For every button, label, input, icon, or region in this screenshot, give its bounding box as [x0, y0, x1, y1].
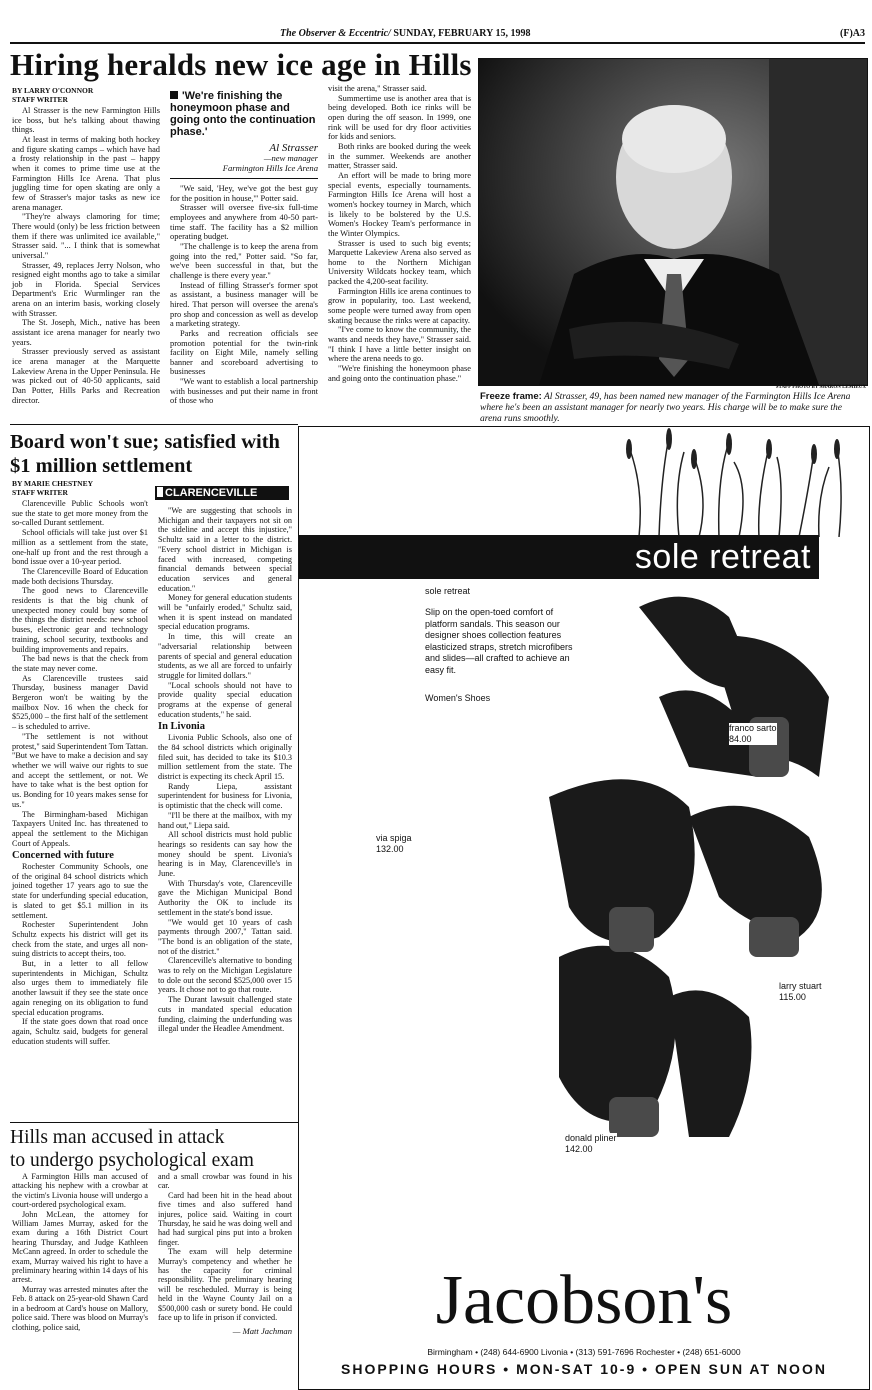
price: 132.00	[376, 844, 404, 854]
page-number: (F)A3	[840, 28, 865, 39]
brand: larry stuart	[779, 981, 822, 991]
bullet-square-icon	[170, 91, 178, 99]
paragraph: visit the arena," Strasser said.	[328, 84, 427, 93]
paragraph: A Farmington Hills man accused of attacking his nephew with a crowbar at the victim's Livonia house will undergo a court-ordered psychological exam.	[12, 1172, 148, 1210]
portrait-illustration	[479, 59, 867, 385]
story2-col1	[12, 499, 148, 1046]
store-locations: Birmingham • (248) 644-6900 Livonia • (313) 591-7696 Rochester • (248) 651-6000	[427, 1347, 741, 1357]
shopping-hours: SHOPPING HOURS • MON-SAT 10-9 • OPEN SUN AT NOON	[341, 1361, 827, 1377]
paragraph: Strasser is used to such big events; Marquette Lakeview Arena also served as home to the Northern Michigan University Wildcats hockey team, which packed the 4,200-seat facility.	[328, 238, 471, 287]
paragraph: "I've come to know the community, the wants and needs they have," Strasser said. "I think I have a little better insight on where the arena needs to go.	[328, 325, 471, 364]
paragraph: "The settlement is not without protest," said Superintendent Tom Tattan. "But we have to make a decision and say whether we will waive our rights to sue and accept the settlement, or not. We have to take what is the best option for us. Bonding for 10 years makes sense for us."	[12, 731, 148, 809]
brand: franco sarto	[729, 723, 777, 733]
story2-col2	[158, 506, 292, 1034]
story1-col3	[328, 84, 471, 383]
ad-department: Women's Shoes	[425, 693, 491, 703]
paragraph: The St. Joseph, Mich., native has been assistant ice arena manager for nearly two years.	[12, 318, 160, 347]
price: 142.00	[565, 1144, 593, 1154]
byline-name: BY LARRY O'CONNOR	[12, 86, 94, 95]
paragraph: "We're finishing the honeymoon phase and going onto the continuation phase."	[328, 364, 471, 383]
paragraph: "We would get 10 years of cash payments through 2007," Tattan said. "The bond is an obligation of the state, not of the district."	[158, 917, 292, 956]
paper-name: The Observer & Eccentric/	[280, 28, 391, 39]
paragraph: The good news to Clarenceville residents is that the big chunk of unexpected money could buy some of the things the district needs: new school buses, electronic gear and technology training, school security, textbooks and building improvements and repairs.	[12, 586, 148, 654]
subhead: In Livonia	[158, 721, 205, 733]
paragraph: The Durant lawsuit challenged state cuts in mandated special education funding, claiming the underfunding was illegal under the Headlee Amendment.	[158, 995, 292, 1034]
paragraph: Clarenceville Public Schools won't sue the state to get more money from the so-called Durant settlement.	[12, 499, 148, 528]
paragraph: Livonia Public Schools, also one of the 84 school districts which originally filed suit, has decided to take its $10.3 million settlement from the state. The district is expecting its check April 15.	[158, 733, 292, 781]
story3-col2	[158, 1172, 292, 1336]
pull-quote: 'We're finishing the honeymoon phase and going onto the continuation phase.'	[170, 90, 316, 138]
paragraph: "We want to establish a local partnership with businesses and put their name in front of those who	[170, 377, 318, 406]
shoes-illustration	[459, 577, 859, 1157]
caption-text: Al Strasser, 49, has been named new manager of the Farmington Hills Ice Arena where he's been an assistant manager for nearly two years. His charge will be to make sure the arena runs smoothly.	[480, 392, 851, 424]
paragraph: The Birmingham-based Michigan Taxpayers United Inc. has threatened to appeal the settlement to the Michigan Court of Appeals.	[12, 809, 148, 848]
brand: via spiga	[376, 833, 412, 843]
paragraph: As Clarenceville trustees said Thursday, business manager David Bergeron won't be waiting by the mailbox Nov. 16 when the check for $525,000 – the first half of the settlement – is scheduled to arrive.	[12, 673, 148, 732]
paragraph: John McLean, the attorney for William James Murray, asked for the exam during a 16th District Court hearing Thursday, and Judge Kathleen McCann agreed. In order to schedule the exam, Murray waived his right to have a preliminary hearing within 14 days of his arrest.	[12, 1209, 148, 1285]
byline-role: STAFF WRITER	[12, 95, 68, 104]
issue-date: SUNDAY, FEBRUARY 15, 1998	[393, 28, 531, 39]
price-tag-via-spiga	[376, 833, 412, 855]
paragraph: All school districts must hold public hearings so residents can say how the money should be spent. Livonia's hearing is in May, Clarenceville's in June.	[158, 830, 292, 879]
photo-credit: STAFF PHOTO BY SHARON LEMIEUX	[775, 385, 866, 390]
headline-board-settlement: Board won't sue; satisfied with $1 million settlement	[10, 431, 280, 477]
price-tag-larry-stuart	[779, 981, 822, 1003]
paragraph: Both rinks are booked during the week in the summer. Weekends are another matter, Strasser said.	[328, 141, 471, 171]
paragraph: Money for general education students will be "unfairly eroded," Schultz said, when it is spent instead on mandated special education programs.	[158, 593, 292, 632]
photo-caption	[480, 391, 866, 425]
paragraph: In time, this will create an "adversarial relationship between parents of special and general education students, as we all are forced to unfairly struggle for limited dollars."	[158, 632, 292, 680]
ad-title: sole retreat	[425, 586, 471, 596]
paragraph: Murray was arrested minutes after the Feb. 8 attack on 25-year-old Shawn Card in a bedroom at Card's house on Mallory, police said. There was blood on Murray's clothing, police said,	[12, 1284, 148, 1332]
story1-col2	[170, 184, 318, 406]
tag-block-icon	[157, 487, 163, 497]
paragraph: Summertime use is another area that is being developed. Both ice rinks will be open during the off season. In 1999, one rink will be used for dry floor activities for kids and seniors.	[328, 93, 471, 142]
banner-title: sole retreat	[634, 538, 811, 576]
paragraph: Strasser previously served as assistant ice arena manager at the Marquette Lakeview Arena in the Upper Peninsula. He was picked out of 40-50 applicants, said Dan Potter, Hills Parks and Recreation director.	[12, 347, 160, 405]
page-header	[10, 28, 865, 44]
paragraph: The bad news is that the check from the state may never come.	[12, 654, 148, 673]
paragraph: Randy Liepa, assistant superintendent for business for Livonia, is optimistic that the check will come.	[158, 781, 292, 811]
byline-name: BY MARIE CHESTNEY	[12, 479, 93, 488]
caption-label: Freeze frame:	[480, 391, 542, 402]
paragraph: But, in a letter to all fellow superintendents in Michigan, Schultz also urges them to immediately file another lawsuit if they see the state once again reneging on its obligation to fund special education programs.	[12, 959, 148, 1017]
byline-role: STAFF WRITER	[12, 488, 68, 497]
headline-ice-arena: Hiring heralds new ice age in Hills	[10, 47, 472, 82]
brand: donald pliner	[565, 1133, 617, 1143]
signoff: — Matt Jachman	[232, 1325, 292, 1336]
subhead: Concerned with future	[12, 850, 114, 862]
pull-place: Farmington Hills Ice Arena	[222, 163, 318, 173]
paragraph: Card had been hit in the head about five times and also suffered hand injures, police said. Waiting in court Thursday, he said he was doing well and had had surgical pins put into a broken finger.	[158, 1190, 292, 1247]
paragraph: The Clarenceville Board of Education made both decisions Thursday.	[12, 566, 148, 586]
story1-col1	[12, 106, 160, 405]
paragraph: Strasser will oversee five-six full-time employees and anywhere from 40-50 part-time staff. The facility has a $2 million operating budget.	[170, 203, 318, 242]
paragraph: Rochester Superintendent John Schultz expects his district will get its check from the state, and urges all non-suing districts to accept theirs, too.	[12, 920, 148, 959]
masthead	[280, 28, 530, 39]
divider	[10, 1122, 298, 1123]
price-tag-franco-sarto	[729, 723, 777, 745]
section-tag-clarenceville: CLARENCEVILLE	[155, 486, 289, 500]
story3-col1	[12, 1172, 148, 1332]
paragraph: "The challenge is to keep the arena from going into the red," Potter said. "So far, we've been successful in that, but the challenge is there every year."	[170, 241, 318, 280]
divider	[10, 424, 298, 425]
divider	[170, 178, 318, 179]
ad-banner	[299, 535, 819, 579]
jacobsons-logo: Jacobson's	[435, 1262, 733, 1339]
price-tag-donald-pliner	[565, 1133, 617, 1155]
headline-line-2: to undergo psychological exam	[10, 1150, 254, 1171]
paragraph: "We said, 'Hey, we've got the best guy for the position in house,'" Potter said.	[170, 184, 318, 203]
paragraph: School officials will take just over $1 million as a settlement from the state, one-half up front and the rest through a bond issue over a 10-year period.	[12, 528, 148, 567]
paragraph: Al Strasser is the new Farmington Hills ice boss, but he's talking about thawing things.	[12, 106, 160, 135]
paragraph: If the state goes down that road once again, Schultz said, budgets for general education students will suffer.	[12, 1017, 148, 1046]
grass-illustration	[599, 427, 869, 537]
price: 115.00	[779, 992, 806, 1002]
paragraph: With Thursday's vote, Clarenceville gave the Michigan Municipal Bond Authority the OK to include its settlement in the state's bond issue.	[158, 878, 292, 917]
paragraph: Parks and recreation officials see promotion potential for the twin-rink facility on Eight Mile, namely selling banner and scoreboard advertising to businesses	[170, 328, 318, 377]
pull-attribution	[170, 143, 318, 173]
photo-al-strasser	[478, 58, 868, 386]
paragraph: and a small crowbar was found in his car.	[158, 1172, 292, 1191]
headline-line-1: Hills man accused in attack	[10, 1127, 225, 1148]
pull-title: —new manager	[263, 153, 318, 163]
ad-body: Slip on the open-toed comfort of platform sandals. This season our designer shoes collection features elasticized straps, stretch microfibers and slides—all crafted to achieve an easy fit.	[425, 607, 573, 675]
jacobsons-ad	[298, 426, 870, 1390]
pull-name: Al Strasser	[269, 142, 318, 154]
paragraph: "They're always clamoring for time; There would (only) be less friction between them if there was unlimited ice available," Strasser said. "... I think that is somewhat universal."	[12, 212, 160, 260]
paragraph: "I'll be there at the mailbox, with my hand out," Liepa said.	[158, 810, 292, 830]
byline-ice	[12, 86, 93, 104]
headline-hills-man	[10, 1126, 300, 1172]
paragraph: The exam will help determine Murray's competency and whether he has the capacity for criminal responsibility. The preliminary hearing will be rescheduled. Murray is being held in the Wayne County Jail on a $500,000 cash or surety bond. He could face up to life in prison if convicted.	[158, 1247, 292, 1323]
paragraph: An effort will be made to bring more special events, especially tournaments. Farmington Hills Ice Arena will host a women's hockey tourney in March, which is likely to be bolstered by the U.S. Women's Hockey Team's performance in the Winter Olympics.	[328, 170, 471, 238]
paragraph: Instead of filling Strasser's former spot as assistant, a business manager will be hired. That person will oversee the arena's pro shop and concession as well as develop a marketing strategy.	[170, 280, 318, 329]
paragraph: Clarenceville's alternative to bonding was to rely on the Michigan Legislature to dole out the second $525,000 over 15 years. It chose not to go that route.	[158, 956, 292, 995]
price: 84.00	[729, 734, 752, 744]
paragraph: Farmington Hills ice arena continues to grow in popularity, too. Last weekend, some people were turned away from open skating because the rinks were at capacity.	[328, 286, 471, 325]
paragraph: Rochester Community Schools, one of the original 84 school districts which joined together 17 years ago to sue the state for underfunding special education, is slated to get $5.1 million in its settlement.	[12, 862, 148, 920]
paragraph: "Local schools should not have to provide quality special education programs at the expense of general education students," he said.	[158, 680, 292, 719]
paragraph: "We are suggesting that schools in Michigan and their taxpayers not sit on the sideline and accept this injustice," Schultz said in a letter to the district. "Every school district in Michigan is faced with increased, competing financial demands between special education services and general education."	[158, 506, 292, 593]
paragraph: At least in terms of making both hockey and figure skating camps – which have had a frosty relationship in the past – happy when it comes to prime time use at the Farmington Hills Ice Arena. That plus juggling time for open skating are only a few of Strasser's major tasks as new ice arena manager.	[12, 134, 160, 212]
byline-board	[12, 479, 93, 497]
paragraph: Strasser, 49, replaces Jerry Nolson, who resigned eight months ago to take a similar job in Florida. Special Services Department's Eric Wurmlinger ran the arena on an interim basis, working closely with Strasser.	[12, 260, 160, 318]
